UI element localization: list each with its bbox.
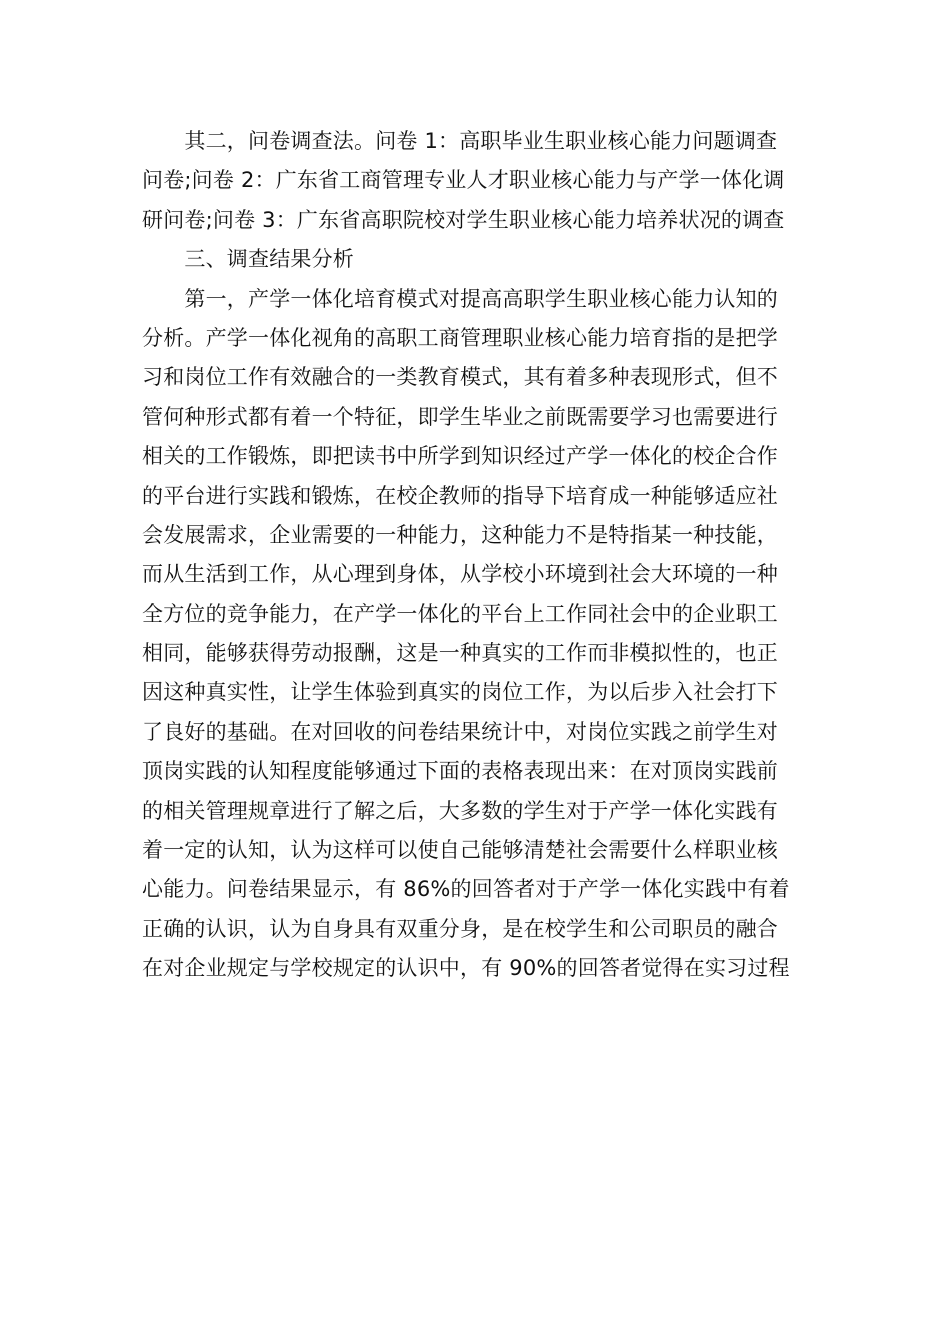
section-heading: 三、调查结果分析 bbox=[142, 247, 354, 272]
text-line: 的相关管理规章进行了解之后，大多数的学生对于产学一体化实践有 bbox=[142, 798, 778, 823]
body-text bbox=[142, 122, 822, 989]
text-line: 着一定的认知，认为这样可以使自己能够清楚社会需要什么样职业核 bbox=[142, 838, 778, 863]
text-line: 第一，产学一体化培育模式对提高高职学生职业核心能力认知的 bbox=[142, 286, 778, 311]
text-line: 的平台进行实践和锻炼，在校企教师的指导下培育成一种能够适应社 bbox=[142, 483, 778, 508]
text-line: 问卷;问卷 2：广东省工商管理专业人才职业核心能力与产学一体化调 bbox=[142, 168, 785, 193]
text-line: 在对企业规定与学校规定的认识中，有 90%的回答者觉得在实习过程 bbox=[142, 956, 790, 981]
text-line: 而从生活到工作，从心理到身体，从学校小环境到社会大环境的一种 bbox=[142, 562, 778, 587]
text-line: 心能力。问卷结果显示，有 86%的回答者对于产学一体化实践中有着 bbox=[142, 877, 790, 902]
text-line: 相关的工作锻炼，即把读书中所学到知识经过产学一体化的校企合作 bbox=[142, 444, 778, 469]
text-line: 顶岗实践的认知程度能够通过下面的表格表现出来：在对顶岗实践前 bbox=[142, 759, 778, 784]
text-line: 正确的认识，认为自身具有双重分身，是在校学生和公司职员的融合 bbox=[142, 916, 778, 941]
text-line: 全方位的竞争能力，在产学一体化的平台上工作同社会中的企业职工 bbox=[142, 601, 778, 626]
text-line: 因这种真实性，让学生体验到真实的岗位工作，为以后步入社会打下 bbox=[142, 680, 778, 705]
text-line: 了良好的基础。在对回收的问卷结果统计中，对岗位实践之前学生对 bbox=[142, 719, 778, 744]
text-line: 管何种形式都有着一个特征，即学生毕业之前既需要学习也需要进行 bbox=[142, 404, 778, 429]
text-line: 其二，问卷调查法。问卷 1：高职毕业生职业核心能力问题调查 bbox=[142, 129, 778, 153]
text-line: 习和岗位工作有效融合的一类教育模式，其有着多种表现形式，但不 bbox=[142, 365, 778, 390]
text-line: 会发展需求，企业需要的一种能力，这种能力不是特指某一种技能， bbox=[142, 522, 778, 547]
text-line: 相同，能够获得劳动报酬，这是一种真实的工作而非模拟性的，也正 bbox=[142, 641, 778, 666]
text-line: 研问卷;问卷 3：广东省高职院校对学生职业核心能力培养状况的调查 bbox=[142, 207, 785, 232]
text-line: 分析。产学一体化视角的高职工商管理职业核心能力培育指的是把学 bbox=[142, 325, 778, 350]
